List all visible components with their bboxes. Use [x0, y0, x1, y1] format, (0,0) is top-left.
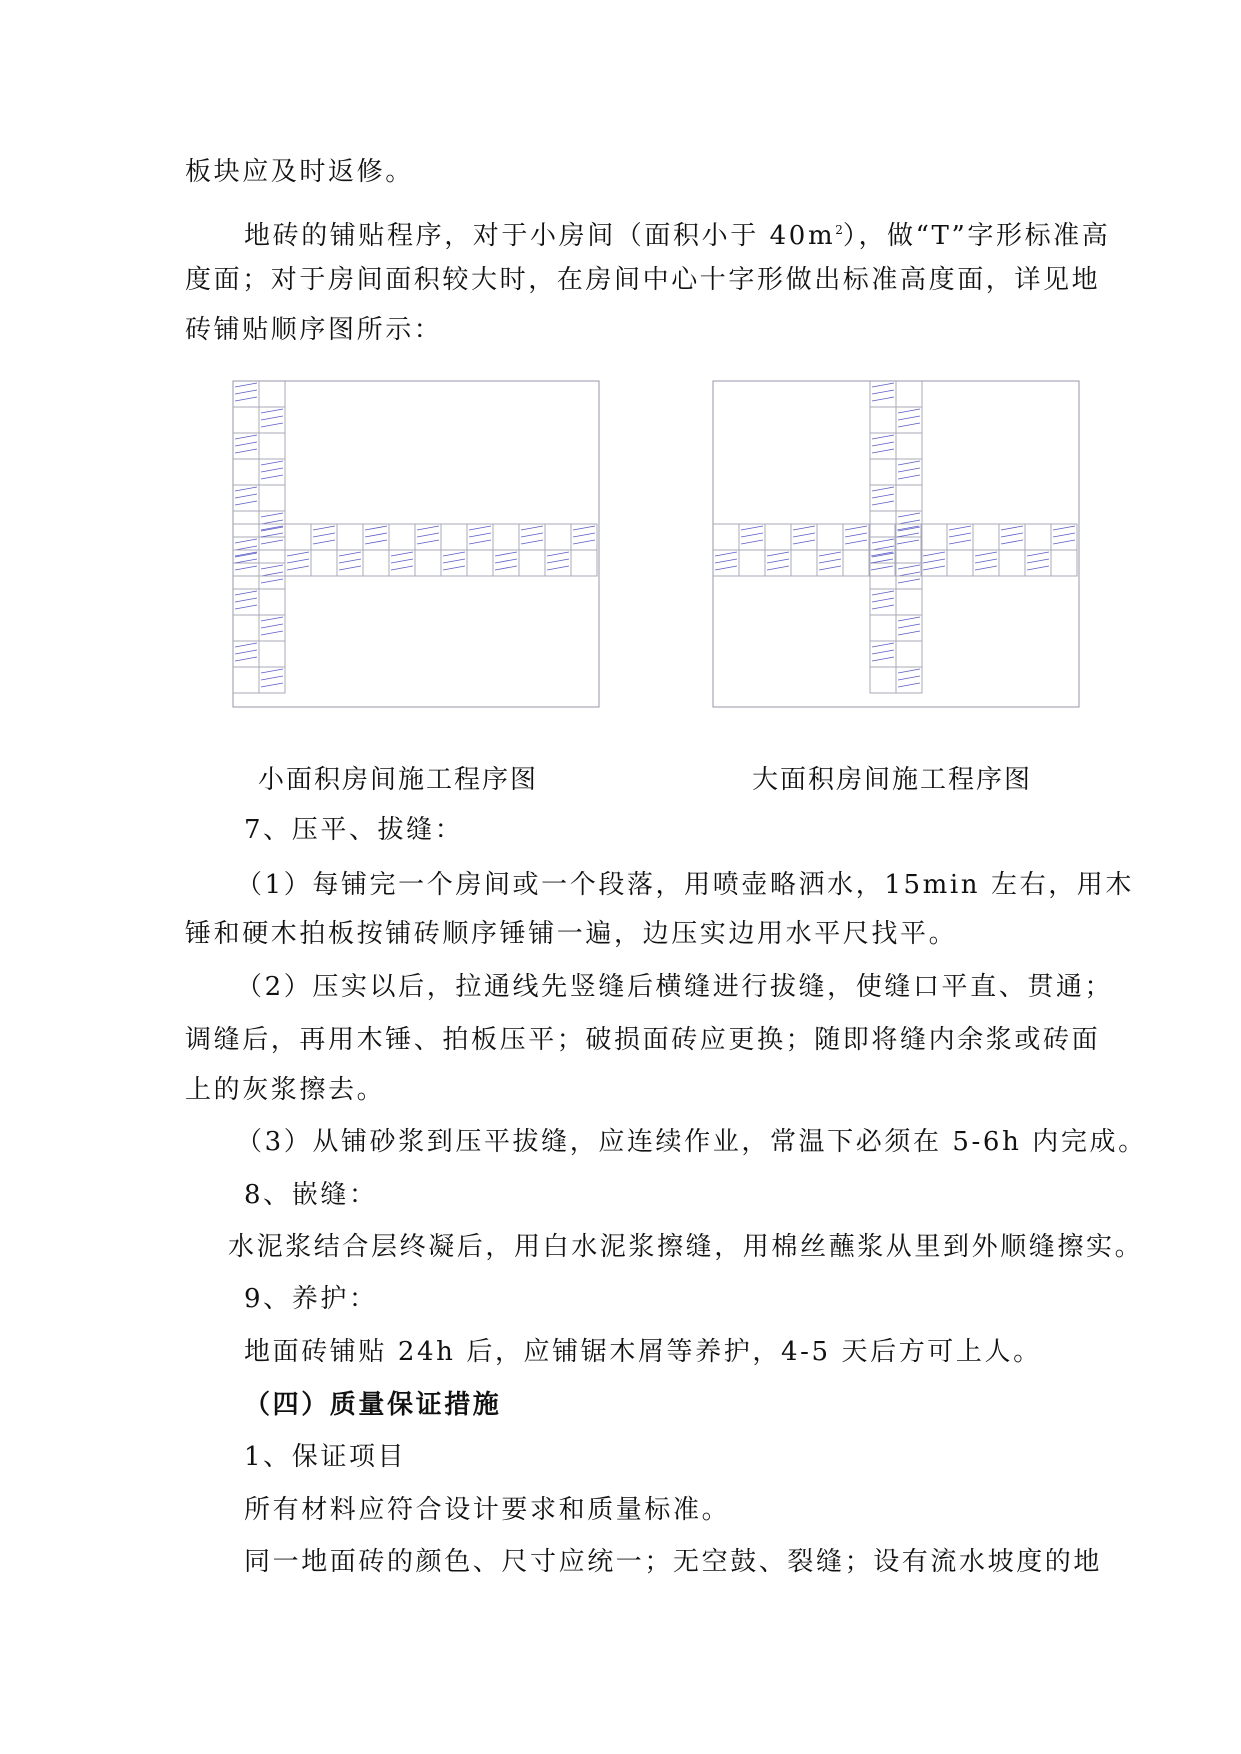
tile-hatch	[235, 449, 257, 453]
tile-hatch	[235, 390, 257, 394]
tile-hatch	[845, 526, 867, 530]
tile-hatch	[872, 643, 894, 647]
tile	[896, 485, 922, 511]
text-line-6: （1）每铺完一个房间或一个段落，用喷壶略洒水，15min 左右，用木	[236, 870, 1135, 900]
text-line-9: 调缝后，再用木锤、拍板压平；破损面砖应更换；随即将缝内余浆或砖面	[185, 1025, 1101, 1055]
tile-hatch	[235, 397, 257, 401]
tile-hatch	[872, 449, 894, 453]
tile-hatch	[872, 487, 894, 491]
tile-hatch	[521, 533, 543, 537]
tile	[896, 589, 922, 615]
tile-hatch	[287, 559, 309, 563]
tile	[545, 524, 571, 550]
tile-hatch	[1027, 552, 1049, 556]
tile	[259, 433, 285, 459]
tile-hatch	[547, 552, 569, 556]
tile-hatch	[313, 526, 335, 530]
tile-hatch	[741, 540, 763, 544]
tile-hatch	[898, 513, 920, 517]
tile-hatch	[261, 461, 283, 465]
tile-hatch	[443, 566, 465, 570]
tile	[233, 459, 259, 485]
tile	[571, 550, 597, 576]
tile-hatch	[261, 468, 283, 472]
tile	[389, 524, 415, 550]
tile-hatch	[235, 643, 257, 647]
tile-hatch	[845, 533, 867, 537]
text-line-11: （3）从铺砂浆到压平拔缝，应连续作业，常温下必须在 5-6h 内完成。	[236, 1127, 1147, 1157]
tile	[259, 589, 285, 615]
tile-hatch	[1001, 526, 1023, 530]
tile-hatch	[1027, 566, 1049, 570]
tile	[1025, 524, 1051, 550]
tile-hatch	[872, 605, 894, 609]
tile-hatch	[235, 657, 257, 661]
tile-hatch	[235, 598, 257, 602]
tile-hatch	[872, 390, 894, 394]
tile-hatch	[1027, 559, 1049, 563]
tile	[791, 550, 817, 576]
tile-hatch	[261, 572, 283, 576]
tile-hatch	[872, 546, 894, 550]
tile-hatch	[261, 617, 283, 621]
tile-hatch	[898, 468, 920, 472]
tile-hatch	[872, 501, 894, 505]
tile	[765, 524, 791, 550]
tile	[999, 550, 1025, 576]
tile-hatch	[898, 520, 920, 524]
tile-hatch	[715, 559, 737, 563]
tile-hatch	[391, 559, 413, 563]
caption-small-room: 小面积房间施工程序图	[258, 765, 539, 795]
tile-hatch	[871, 566, 893, 570]
small-room-tiling-diagram	[232, 380, 600, 708]
tile	[973, 524, 999, 550]
tile-hatch	[521, 526, 543, 530]
tile	[817, 524, 843, 550]
tile-hatch	[339, 566, 361, 570]
text-line-1: 板块应及时返修。	[185, 157, 414, 187]
tile-hatch	[819, 552, 841, 556]
large-room-tiling-diagram	[712, 380, 1080, 708]
tile-hatch	[495, 566, 517, 570]
tile-hatch	[261, 631, 283, 635]
tile-hatch	[819, 559, 841, 563]
tile-hatch	[898, 572, 920, 576]
tile-hatch	[573, 540, 595, 544]
tile	[921, 524, 947, 550]
tile-hatch	[443, 559, 465, 563]
tile-hatch	[417, 533, 439, 537]
tile-hatch	[975, 552, 997, 556]
tile-hatch	[898, 683, 920, 687]
tile-hatch	[495, 552, 517, 556]
text-line-3: 度面；对于房间面积较大时，在房间中心十字形做出标准高度面，详见地	[185, 265, 1101, 295]
tile-hatch	[261, 579, 283, 583]
tile-hatch	[547, 566, 569, 570]
tile	[441, 524, 467, 550]
tile-hatch	[741, 526, 763, 530]
tile-hatch	[898, 617, 920, 621]
tile-hatch	[235, 501, 257, 505]
tile-hatch	[261, 669, 283, 673]
tile-hatch	[767, 552, 789, 556]
text-line-19: 同一地面砖的颜色、尺寸应统一；无空鼓、裂缝；设有流水坡度的地	[244, 1547, 1103, 1577]
tile-hatch	[365, 533, 387, 537]
tile-hatch	[573, 526, 595, 530]
tile-hatch	[1053, 533, 1075, 537]
tile-hatch	[1053, 526, 1075, 530]
caption-large-room: 大面积房间施工程序图	[752, 765, 1033, 795]
tile-hatch	[365, 526, 387, 530]
tile-hatch	[715, 552, 737, 556]
text-line-18: 所有材料应符合设计要求和质量标准。	[244, 1495, 731, 1525]
tile-hatch	[872, 442, 894, 446]
tile	[337, 524, 363, 550]
tile-hatch	[573, 533, 595, 537]
tile	[947, 550, 973, 576]
text-line-17: 1、保证项目	[244, 1442, 407, 1472]
tile	[233, 407, 259, 433]
tile	[1051, 550, 1077, 576]
tile-hatch	[235, 494, 257, 498]
tile-hatch	[975, 566, 997, 570]
room-outline	[233, 381, 599, 707]
tile-hatch	[261, 533, 283, 537]
tile	[285, 524, 311, 550]
tile-hatch	[872, 657, 894, 661]
tile-hatch	[261, 520, 283, 524]
tile	[363, 550, 389, 576]
tile-hatch	[871, 559, 893, 563]
tile-hatch	[872, 598, 894, 602]
tile-hatch	[793, 540, 815, 544]
tile-hatch	[469, 540, 491, 544]
tile-hatch	[261, 540, 283, 544]
tile	[870, 407, 896, 433]
tile-hatch	[898, 416, 920, 420]
tile-hatch	[923, 559, 945, 563]
tile-hatch	[443, 552, 465, 556]
tile-hatch	[898, 669, 920, 673]
tile-hatch	[897, 540, 919, 544]
tile-hatch	[715, 566, 737, 570]
tile	[870, 615, 896, 641]
tile-hatch	[235, 546, 257, 550]
tile-hatch	[261, 565, 283, 569]
tile-hatch	[235, 435, 257, 439]
tile	[233, 615, 259, 641]
tile	[739, 550, 765, 576]
tile-hatch	[949, 540, 971, 544]
tile	[415, 550, 441, 576]
tile-hatch	[339, 559, 361, 563]
tile-hatch	[898, 475, 920, 479]
tile-hatch	[287, 566, 309, 570]
tile-hatch	[793, 526, 815, 530]
text-line-15: 地面砖铺贴 24h 后，应铺锯木屑等养护，4-5 天后方可上人。	[244, 1337, 1042, 1367]
tile	[467, 550, 493, 576]
tile	[259, 641, 285, 667]
tile-hatch	[898, 676, 920, 680]
tile-hatch	[235, 487, 257, 491]
tile-hatch	[235, 442, 257, 446]
tile-hatch	[521, 540, 543, 544]
tile-hatch	[287, 552, 309, 556]
tile-hatch	[469, 533, 491, 537]
tile-hatch	[872, 650, 894, 654]
tile-hatch	[898, 423, 920, 427]
tile-hatch	[898, 631, 920, 635]
tile	[259, 485, 285, 511]
tile-hatch	[235, 383, 257, 387]
tile	[896, 433, 922, 459]
tile-hatch	[898, 565, 920, 569]
text-line-7: 锤和硬木拍板按铺砖顺序锤铺一遍，边压实边用水平尺找平。	[185, 919, 958, 949]
tile-hatch	[923, 566, 945, 570]
text-line-13: 水泥浆结合层终凝后，用白水泥浆擦缝，用棉丝蘸浆从里到外顺缝擦实。	[228, 1232, 1144, 1262]
tile-hatch	[261, 416, 283, 420]
tile-hatch	[261, 409, 283, 413]
tile-hatch	[391, 552, 413, 556]
tile-hatch	[417, 526, 439, 530]
tile-hatch	[975, 559, 997, 563]
tile-hatch	[261, 683, 283, 687]
tile	[713, 524, 739, 550]
tile-hatch	[391, 566, 413, 570]
tile-hatch	[898, 461, 920, 465]
tile-hatch	[313, 533, 335, 537]
tile-hatch	[261, 513, 283, 517]
tile	[519, 550, 545, 576]
text-line-14: 9、养护：	[244, 1284, 378, 1314]
tile-hatch	[339, 552, 361, 556]
text-line-8: （2）压实以后，拉通线先竖缝后横缝进行拔缝，使缝口平直、贯通；	[236, 972, 1114, 1002]
tile-hatch	[469, 526, 491, 530]
tile-hatch	[767, 559, 789, 563]
tile-hatch	[819, 566, 841, 570]
tile-hatch	[235, 566, 257, 570]
tile-hatch	[923, 552, 945, 556]
tile-hatch	[1053, 540, 1075, 544]
tile-hatch	[872, 591, 894, 595]
tile-hatch	[898, 579, 920, 583]
tile-hatch	[949, 533, 971, 537]
tile-hatch	[235, 650, 257, 654]
tile	[843, 550, 869, 576]
text-line-4: 砖铺贴顺序图所示：	[185, 315, 443, 345]
tile-hatch	[1001, 540, 1023, 544]
tile-hatch	[897, 533, 919, 537]
tile	[311, 550, 337, 576]
tile	[259, 381, 285, 407]
tile-hatch	[872, 539, 894, 543]
tile	[870, 459, 896, 485]
tile-hatch	[235, 591, 257, 595]
tile-hatch	[261, 676, 283, 680]
tile-hatch	[261, 624, 283, 628]
tile-hatch	[872, 494, 894, 498]
tile-hatch	[872, 397, 894, 401]
tile-hatch	[313, 540, 335, 544]
tile	[896, 381, 922, 407]
tile-hatch	[767, 566, 789, 570]
tile-hatch	[741, 533, 763, 537]
tile-hatch	[235, 539, 257, 543]
tile-hatch	[261, 475, 283, 479]
tile-hatch	[547, 559, 569, 563]
tile	[896, 641, 922, 667]
tile-hatch	[235, 605, 257, 609]
tile-hatch	[417, 540, 439, 544]
tile-hatch	[845, 540, 867, 544]
tile	[870, 667, 896, 693]
tile-hatch	[872, 435, 894, 439]
tile-hatch	[898, 624, 920, 628]
tile-hatch	[1001, 533, 1023, 537]
text-line-2: 地砖的铺贴程序，对于小房间（面积小于 $40m^2$），做“T”字形标准高	[244, 221, 1111, 251]
tile-hatch	[365, 540, 387, 544]
text-line-10: 上的灰浆擦去。	[185, 1075, 386, 1105]
tile	[233, 667, 259, 693]
text-line-5: 7、压平、拔缝：	[244, 815, 464, 845]
section-heading: （四）质量保证措施	[244, 1390, 502, 1420]
tile-hatch	[261, 423, 283, 427]
tile-hatch	[495, 559, 517, 563]
tile-hatch	[949, 526, 971, 530]
tile-hatch	[898, 409, 920, 413]
superscript-2: 2	[835, 223, 843, 237]
tile-hatch	[235, 559, 257, 563]
tile-hatch	[872, 383, 894, 387]
tile	[493, 524, 519, 550]
tile-hatch	[793, 533, 815, 537]
text-line-12: 8、嵌缝：	[244, 1180, 378, 1210]
